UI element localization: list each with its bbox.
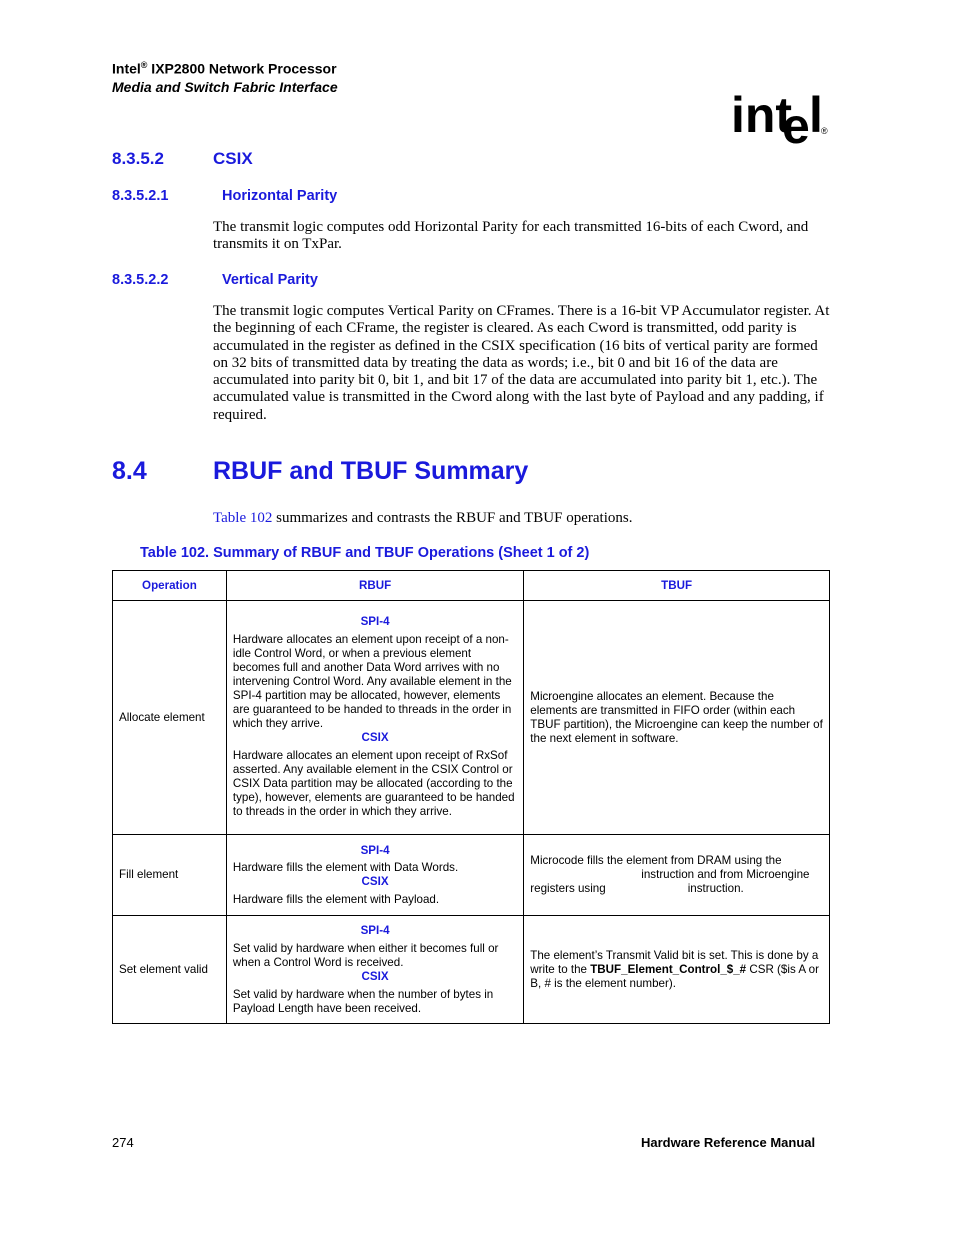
manual-title: Hardware Reference Manual <box>641 1135 816 1150</box>
paragraph-text: summarizes and contrasts the RBUF and TBUF operations. <box>272 510 633 526</box>
register-name: TBUF_Element_Control_$_# <box>590 962 747 976</box>
cell-text: registers using <box>530 882 606 895</box>
table-link[interactable]: Table 102 <box>213 510 273 526</box>
column-header: TBUF <box>524 571 830 601</box>
registered-mark: ® <box>140 60 148 70</box>
rbuf-cell <box>226 835 523 916</box>
summary-table <box>112 570 830 1024</box>
intel-logo <box>731 88 831 150</box>
cell-text: Hardware fills the element with Payload. <box>232 892 440 906</box>
cell-text: instruction. <box>687 882 744 895</box>
operation-cell: Fill element <box>113 835 227 916</box>
paragraph: The transmit logic computes odd Horizontal Parity for each transmitted 16-bits of each Cword, and transmits it on TxPar. <box>213 219 809 253</box>
page-number: 274 <box>112 1135 134 1150</box>
cell-text: The element’s Transmit Valid bit is set. This is done by a write to the <box>530 948 819 976</box>
cell-text: Hardware allocates an element upon receipt of a non-idle Control Word, or when a previous element becomes full and another Data Word arrives with no intervening Control Word. Any available element in the SPI-4 partition may be allocated, however, elements are guaranteed to be handed to threads in the order in which they arrive. <box>232 632 512 730</box>
subsection-title: Vertical Parity <box>222 272 318 288</box>
tbuf-cell <box>524 835 830 916</box>
sub-label: CSIX <box>361 969 389 983</box>
subsection-number: 8.3.5.2.1 <box>112 188 169 204</box>
brand: Intel <box>112 60 141 77</box>
tbuf-cell: Microengine allocates an element. Because the elements are transmitted in FIFO order (within each TBUF partition), the Microengine can keep the number of the next element in software. <box>524 601 830 835</box>
product-name: IXP2800 Network Processor <box>147 60 337 77</box>
table-header-row <box>113 571 830 601</box>
paragraph <box>213 510 632 527</box>
doc-header-title <box>112 60 337 77</box>
table-row <box>113 835 830 916</box>
section-title: RBUF and TBUF Summary <box>213 457 529 485</box>
cell-text: instruction and from Microengine <box>641 868 810 881</box>
cell-text: Microcode fills the element from DRAM using the <box>530 854 782 867</box>
table-row <box>113 601 830 835</box>
operation-cell: Allocate element <box>113 601 227 835</box>
table-row <box>113 916 830 1024</box>
sub-label: CSIX <box>361 730 389 744</box>
operation-cell: Set element valid <box>113 916 227 1024</box>
logo-text: int <box>731 88 793 143</box>
cell-text: Set valid by hardware when the number of bytes in Payload Length have been received. <box>232 987 494 1015</box>
cell-text: Hardware allocates an element upon receipt of RxSof asserted. Any available element in the CSIX Control or CSIX Data partition may be allocated (according to the type), however, elements are guaranteed to be handed to threads in the order in which they arrive. <box>232 748 515 818</box>
tbuf-cell <box>524 916 830 1024</box>
paragraph: The transmit logic computes Vertical Parity on CFrames. There is a 16-bit VP Accumulator register. At the beginning of each CFrame, the register is cleared. As each Cword is transmitted, odd parity is accumulated in the register as defined in the CSIX specification (16 bits of vertical parity are formed on 32 bits of transmitted data by treating the data as words; i.e., bit 0 and bit 16 of the data are accumulated into parity bit 0, bit 1, and bit 17 of the data are accumulated into parity bit 1, etc.). The accumulated value is transmitted in the Cword along with the last byte of Payload and any padding, if required. <box>213 303 830 423</box>
sub-label: CSIX <box>361 874 389 888</box>
section-number: 8.4 <box>112 457 147 485</box>
column-header: RBUF <box>226 571 523 601</box>
section-title: CSIX <box>213 149 253 168</box>
logo-dropped-e: e <box>782 98 810 150</box>
rbuf-cell <box>226 601 523 835</box>
subsection-title: Horizontal Parity <box>222 188 338 204</box>
cell-text: Hardware fills the element with Data Words. <box>232 860 459 874</box>
sub-label: SPI-4 <box>360 923 390 937</box>
section-number: 8.3.5.2 <box>112 149 164 168</box>
cell-text: CSR ($is A or B, # is the element number). <box>530 962 819 990</box>
column-header: Operation <box>113 571 227 601</box>
sub-label: SPI-4 <box>360 843 390 857</box>
doc-header-subtitle: Media and Switch Fabric Interface <box>112 79 338 95</box>
rbuf-cell <box>226 916 523 1024</box>
logo-registered-mark: ® <box>821 126 828 136</box>
table-title: Table 102. Summary of RBUF and TBUF Operations (Sheet 1 of 2) <box>140 545 590 561</box>
cell-text-line <box>530 882 823 896</box>
subsection-number: 8.3.5.2.2 <box>112 272 169 288</box>
cell-text: Set valid by hardware when either it becomes full or when a Control Word is received. <box>232 941 499 969</box>
logo-l: l <box>809 88 823 143</box>
sub-label: SPI-4 <box>360 614 390 628</box>
